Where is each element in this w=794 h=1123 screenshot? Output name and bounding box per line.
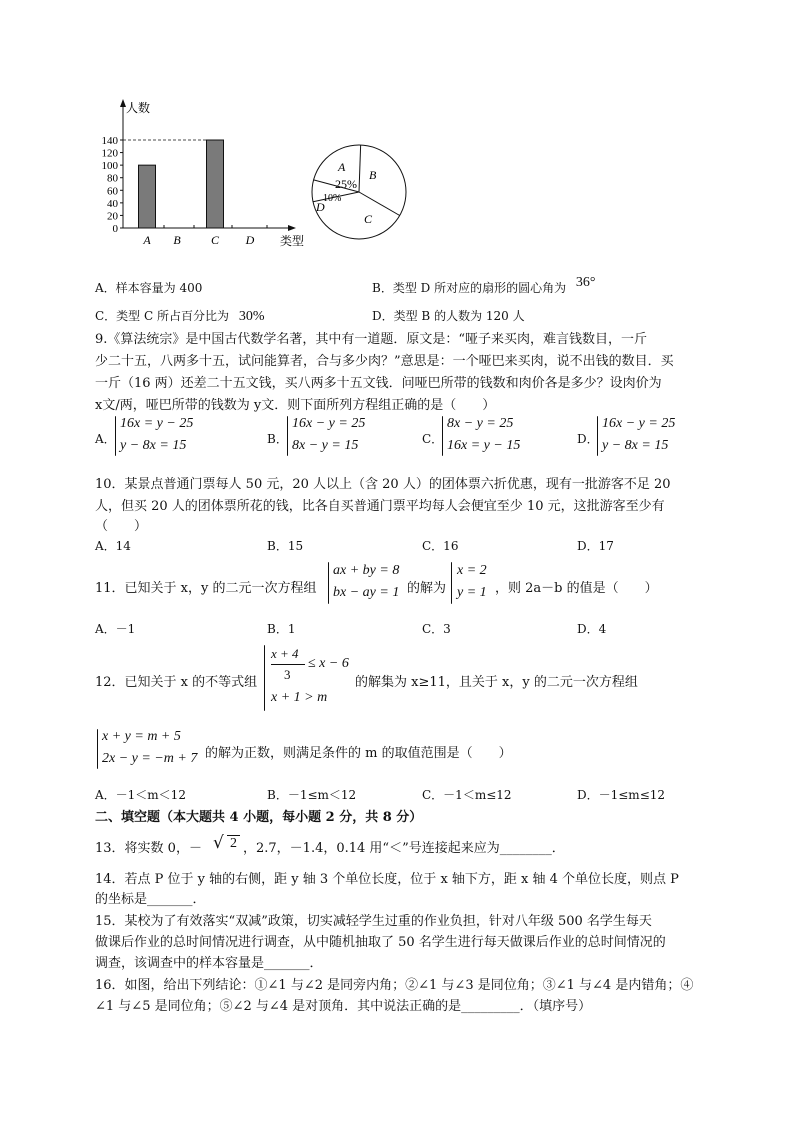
q10-line-3: （ ） [95,519,148,534]
pie-chart [312,145,406,239]
q12-ineq1-rhs: ≤ x − 6 [308,656,349,671]
q9-option-a-eq2: y − 8x = 15 [120,438,187,453]
x-category-b: B [173,233,181,247]
q9-option-d-eq1: 16x − y = 25 [602,416,676,431]
y-tick-label: 0 [112,223,118,235]
q11-solution-brace [451,562,452,604]
q12-option-c[interactable]: C．－1＜m≤12 [422,788,512,802]
q9-line-1: 9.《算法统宗》是中国古代数学名著，其中有一道题．原文是：“哑子来买肉，难言钱数目，一斤 [95,332,648,347]
bar-c [207,140,224,228]
q8-option-b-text: B．类型 D 所对应的扇形的圆心角为 [372,281,567,295]
q13-stem [95,834,715,858]
q9-option-b-label: B． [267,432,288,446]
q12-middle: 的解集为 x≥11，且关于 x，y 的二元一次方程组 [355,675,638,690]
q15-line-3: 调查，该调查中的样本容量是_______． [95,956,323,971]
q11-option-c[interactable]: C．3 [422,622,451,636]
q11-solution-eq1: x = 2 [457,563,487,578]
q9-option-d[interactable] [577,414,727,460]
pie-label-d: D [316,200,325,214]
x-category-d: D [245,233,255,247]
q8-option-c-text: C．类型 C 所占百分比为 [95,309,229,323]
x-category-a: A [143,233,151,247]
q10-line-1: 10．某景点普通门票每人 50 元，20 人以上（含 20 人）的团体票六折优惠，现有一批游客不足 20 [95,477,671,492]
q8-option-b-math: 36° [575,275,596,290]
q9-option-a[interactable] [95,414,245,460]
q9-line-4: x文/两，哑巴所带的钱数为 y文．则下面所列方程组正确的是（ ） [95,398,496,413]
q12-ineq2: x + 1 > m [271,690,328,705]
q13-prefix: 13．将实数 0，－ [95,841,202,856]
q8-option-b[interactable] [372,275,596,297]
y-tick-label: 100 [101,160,118,173]
q12-stem-2 [95,727,735,773]
q12-option-b[interactable]: B．－1≤m＜12 [267,788,357,802]
y-tick-label: 140 [101,135,118,147]
q9-option-a-eq1: 16x = y − 25 [120,416,194,431]
q8-option-d-text: D．类型 B 的人数为 120 人 [372,309,525,323]
y-tick-label: 40 [107,197,118,210]
y-tick-label: 80 [107,172,118,185]
q12-option-a[interactable]: A．－1＜m＜12 [95,788,186,802]
x-axis-label: 类型 [280,234,305,248]
q11-stem [95,560,715,610]
q12-frac-bar [271,664,305,665]
q10-option-a[interactable]: A．14 [95,539,131,553]
q9-option-c[interactable] [422,414,572,460]
q15-line-2: 做课后作业的总时间情况进行调查，从中随机抽取了 50 名学生进行每天做课后作业的总时间情况的 [95,935,666,950]
q9-option-b-eq1: 16x − y = 25 [292,416,366,431]
q12-system-eq2: 2x − y = −m + 7 [102,751,198,766]
bar-a [139,165,156,228]
q12-frac-num: x + 4 [271,646,299,661]
pie-slice-boundary [359,145,361,192]
q12-suffix: 的解为正数，则满足条件的 m 的取值范围是（ ） [205,746,512,761]
q9-line-3: 一斤（16 两）还差二十五文钱，买八两多十五文钱．问哑巴所带的钱数和肉价各是多少？设肉价为 [95,376,662,391]
q12-system-brace [97,729,98,769]
q10-line-2: 人，但买 20 人的团体票所花的钱，比各自买普通门票平均每人会便宜至少 10 元，这批游客至少有 [95,499,665,514]
q9-option-c-label: C． [422,432,444,446]
q16-line-1: 16．如图，给出下列结论：①∠1 与∠2 是同旁内角；②∠1 与∠3 是同位角；③∠1 与∠4 是内错角；④ [95,978,694,993]
q10-option-c[interactable]: C．16 [422,539,459,553]
pie-label-b: B [369,168,377,182]
q8-option-a[interactable] [95,279,202,296]
bar-chart [102,99,305,248]
q11-solution-eq2: y = 1 [457,585,487,600]
pie-pct-a: 25% [335,177,357,191]
x-category-c: C [210,233,220,247]
q16-line-2: ∠1 与∠5 是同位角；⑤∠2 与∠4 是对顶角．其中说法正确的是_________．（填序号） [95,999,592,1014]
q11-option-a[interactable]: A．－1 [95,622,136,636]
pie-pct-d: 10% [323,193,342,204]
q11-option-b[interactable]: B．1 [267,622,296,636]
q10-option-d[interactable]: D．17 [577,539,614,553]
q11-option-d[interactable]: D．4 [577,622,607,636]
q9-option-d-label: D． [577,432,599,446]
q10-option-b[interactable]: B．15 [267,539,304,553]
q11-system-eq2: bx − ay = 1 [333,585,400,600]
q11-middle: 的解为 [407,581,447,596]
q9-option-c-eq2: 16x = y − 15 [447,438,521,453]
q9-line-2: 少二十五，八两多十五，试问能算者，合与多少肉？”意思是：一个哑巴来买肉，说不出钱的数目．买 [95,354,674,369]
q9-option-b-brace [287,416,288,456]
q11-system-eq1: ax + by = 8 [333,563,400,578]
sqrt-icon: √ [213,833,224,853]
q12-frac-den: 3 [284,667,291,682]
q8-option-a-text: A．样本容量为 400 [95,281,203,295]
q11-prefix: 11．已知关于 x，y 的二元一次方程组 [95,581,317,596]
q13-suffix: ，2.7，－1.4，0.14 用“＜”号连接起来应为________． [243,841,565,856]
q9-option-a-label: A． [95,432,116,446]
q9-option-a-brace [115,416,116,456]
q8-figure [90,95,420,255]
q15-line-1: 15．某校为了有效落实“双减”政策，切实减轻学生过重的作业负担，针对八年级 500 名学生每天 [95,914,652,929]
q8-option-c[interactable] [95,307,265,325]
q8-option-c-math: 30% [238,309,265,324]
q9-option-c-eq1: 8x − y = 25 [447,416,514,431]
q12-option-d[interactable]: D．－1≤m≤12 [577,788,666,802]
pie-label-c: C [364,212,373,226]
q14-line-1: 14．若点 P 位于 y 轴的右侧，距 y 轴 3 个单位长度，位于 x 轴下方，距 x 轴 4 个单位长度，则点 P [95,872,679,887]
q8-option-d[interactable] [372,307,525,324]
y-axis-label: 人数 [126,101,151,115]
q9-option-b-eq2: 8x − y = 15 [292,438,359,453]
q9-option-b[interactable] [267,414,417,460]
section-title-fill-in: 二、填空题（本大题共 4 小题，每小题 2 分，共 8 分） [95,810,423,825]
q9-option-d-eq2: y − 8x = 15 [602,438,669,453]
y-tick-label: 20 [107,210,118,223]
q9-option-d-brace [597,416,598,456]
pie-label-a: A [338,160,346,174]
q11-suffix: ，则 2a－b 的值是（ ） [495,581,658,596]
q11-system-brace [328,562,329,604]
q12-stem [95,643,735,713]
q9-option-c-brace [442,416,443,456]
q13-sqrt-arg: 2 [227,835,240,852]
x-axis-arrow [288,225,296,231]
q14-line-2: 的坐标是_______． [95,892,206,907]
q12-inequality-brace [264,645,265,711]
q12-system-eq1: x + y = m + 5 [102,729,181,744]
y-tick-label: 120 [101,147,118,160]
q12-prefix: 12．已知关于 x 的不等式组 [95,675,258,690]
y-tick-label: 60 [107,185,118,198]
